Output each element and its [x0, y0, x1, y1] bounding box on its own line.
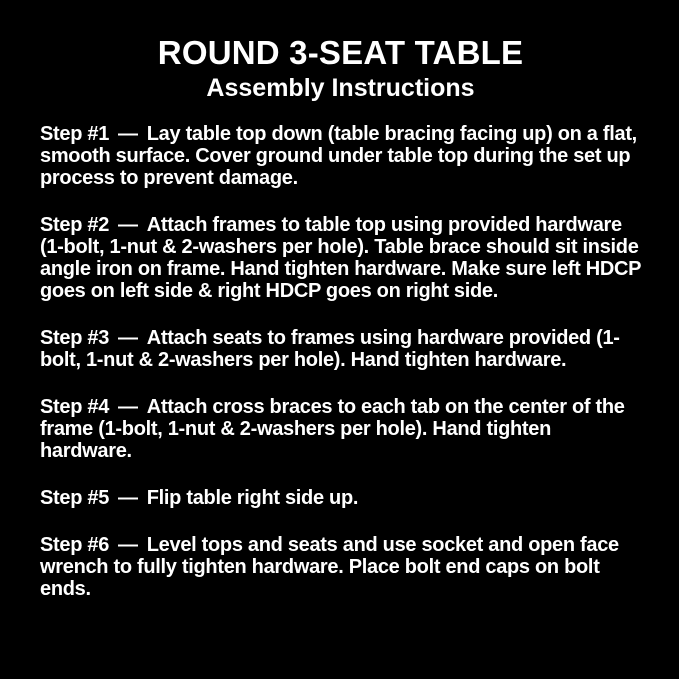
step-4 — [40, 396, 641, 462]
page-title: ROUND 3-SEAT TABLE — [157, 34, 524, 71]
steps-list — [40, 123, 641, 600]
page-subtitle: Assembly Instructions — [206, 74, 475, 102]
step-1 — [40, 123, 641, 189]
step-5-text: Flip table right side up. — [146, 487, 359, 509]
step-6-text: Level tops and seats and use socket and open face wrench to fully tighten hardware. Place bolt end caps on bolt ends. — [40, 534, 619, 600]
step-3-label: Step #3 — [40, 327, 110, 349]
step-5-separator: — — [118, 487, 138, 509]
step-4-separator: — — [118, 396, 138, 418]
step-4-text: Attach cross braces to each tab on the center of the frame (1-bolt, 1-nut & 2-washers per hole). Hand tighten hardware. — [40, 396, 625, 462]
step-5 — [40, 487, 641, 509]
step-2-separator: — — [118, 214, 138, 236]
step-1-separator: — — [118, 123, 138, 145]
step-2 — [40, 214, 641, 302]
step-3-separator: — — [118, 327, 138, 349]
step-4-label: Step #4 — [40, 396, 110, 418]
step-2-text: Attach frames to table top using provided hardware (1-bolt, 1-nut & 2-washers per hole). Table brace should sit inside angle iron on frame. Hand tighten hardware. Make sure left HDCP goes on left side & right HDCP goes on right side. — [40, 214, 641, 302]
step-6 — [40, 534, 641, 600]
step-6-separator: — — [118, 534, 138, 556]
step-3 — [40, 327, 641, 371]
step-6-label: Step #6 — [40, 534, 110, 556]
step-1-text: Lay table top down (table bracing facing up) on a flat, smooth surface. Cover ground under table top during the set up process to prevent damage. — [40, 123, 637, 189]
step-1-label: Step #1 — [40, 123, 110, 145]
header — [40, 34, 641, 103]
step-2-label: Step #2 — [40, 214, 110, 236]
step-3-text: Attach seats to frames using hardware provided (1-bolt, 1-nut & 2-washers per hole). Hand tighten hardware. — [40, 327, 620, 371]
step-5-label: Step #5 — [40, 487, 110, 509]
